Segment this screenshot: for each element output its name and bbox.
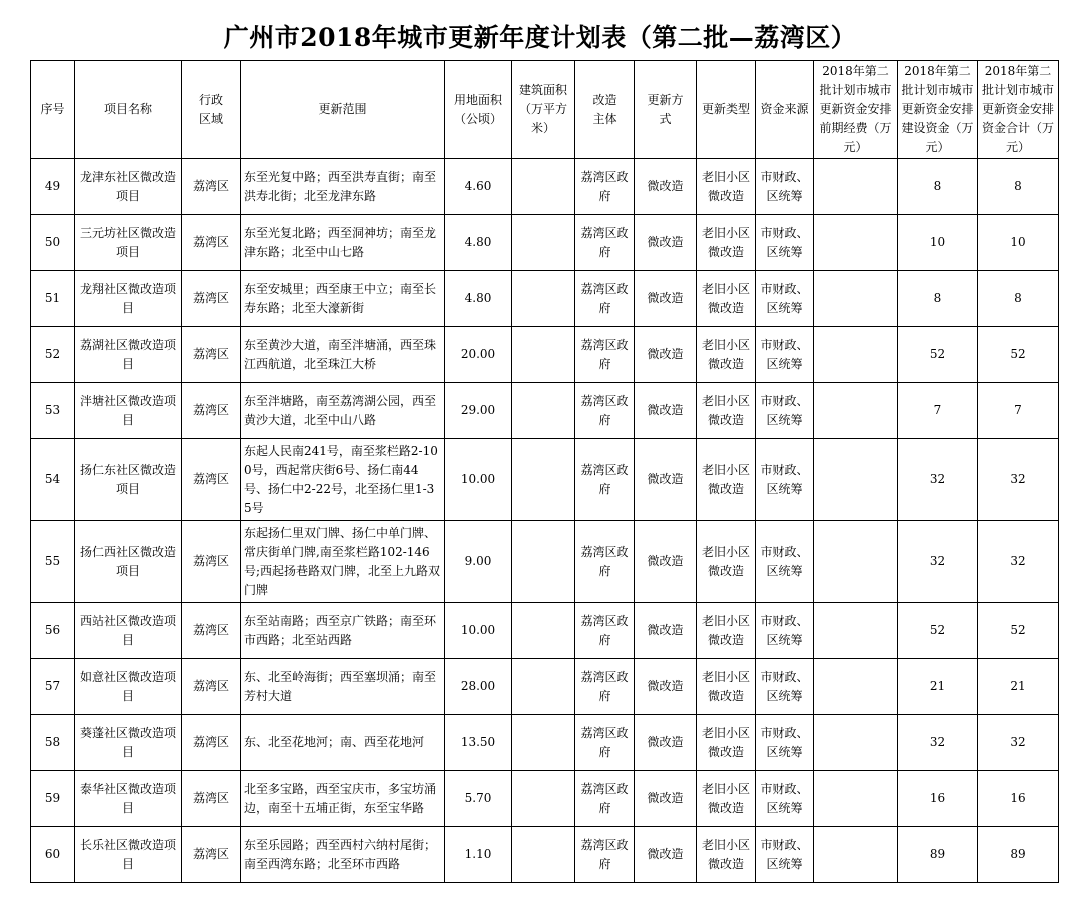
column-header: 更新方式 (635, 61, 697, 159)
table-row (31, 383, 1059, 439)
cell-prelim-funds (814, 159, 898, 215)
table-row (31, 271, 1059, 327)
cell-prelim-funds (814, 521, 898, 603)
cell-total-funds: 10 (978, 215, 1059, 271)
cell-land-area: 10.00 (445, 603, 512, 659)
table-row (31, 827, 1059, 883)
cell-construction-funds: 8 (898, 159, 978, 215)
cell-prelim-funds (814, 771, 898, 827)
cell-no: 55 (31, 521, 75, 603)
cell-project-name: 三元坊社区微改造项目 (75, 215, 182, 271)
cell-funding: 市财政、区统筹 (756, 383, 814, 439)
cell-scope: 东至光复北路；西至洞神坊；南至龙津东路；北至中山七路 (241, 215, 445, 271)
cell-land-area: 4.60 (445, 159, 512, 215)
cell-funding: 市财政、区统筹 (756, 659, 814, 715)
cell-land-area: 10.00 (445, 439, 512, 521)
cell-land-area: 4.80 (445, 215, 512, 271)
cell-land-area: 5.70 (445, 771, 512, 827)
cell-funding: 市财政、区统筹 (756, 715, 814, 771)
cell-method: 微改造 (635, 715, 697, 771)
cell-subject: 荔湾区政府 (575, 521, 635, 603)
cell-method: 微改造 (635, 603, 697, 659)
cell-type: 老旧小区微改造 (697, 659, 756, 715)
cell-type: 老旧小区微改造 (697, 327, 756, 383)
table-body (31, 159, 1059, 883)
cell-district: 荔湾区 (182, 383, 241, 439)
cell-no: 57 (31, 659, 75, 715)
cell-scope: 东、北至岭海街；西至塞坝涌；南至芳村大道 (241, 659, 445, 715)
cell-district: 荔湾区 (182, 159, 241, 215)
column-header: 用地面积（公顷） (445, 61, 512, 159)
cell-building-area (512, 659, 575, 715)
column-header: 建筑面积（万平方米） (512, 61, 575, 159)
cell-project-name: 泰华社区微改造项目 (75, 771, 182, 827)
cell-method: 微改造 (635, 383, 697, 439)
cell-district: 荔湾区 (182, 771, 241, 827)
cell-district: 荔湾区 (182, 659, 241, 715)
cell-funding: 市财政、区统筹 (756, 159, 814, 215)
cell-project-name: 长乐社区微改造项目 (75, 827, 182, 883)
table-row (31, 603, 1059, 659)
cell-project-name: 扬仁西社区微改造项目 (75, 521, 182, 603)
cell-total-funds: 16 (978, 771, 1059, 827)
cell-project-name: 泮塘社区微改造项目 (75, 383, 182, 439)
cell-prelim-funds (814, 827, 898, 883)
cell-subject: 荔湾区政府 (575, 659, 635, 715)
cell-method: 微改造 (635, 521, 697, 603)
cell-project-name: 龙翔社区微改造项目 (75, 271, 182, 327)
cell-construction-funds: 10 (898, 215, 978, 271)
cell-method: 微改造 (635, 659, 697, 715)
cell-land-area: 9.00 (445, 521, 512, 603)
table-row (31, 771, 1059, 827)
cell-total-funds: 8 (978, 271, 1059, 327)
cell-no: 53 (31, 383, 75, 439)
cell-type: 老旧小区微改造 (697, 827, 756, 883)
cell-prelim-funds (814, 439, 898, 521)
cell-funding: 市财政、区统筹 (756, 827, 814, 883)
column-header: 更新类型 (697, 61, 756, 159)
table-row (31, 215, 1059, 271)
cell-no: 60 (31, 827, 75, 883)
column-header: 更新范围 (241, 61, 445, 159)
cell-land-area: 29.00 (445, 383, 512, 439)
cell-subject: 荔湾区政府 (575, 383, 635, 439)
cell-total-funds: 8 (978, 159, 1059, 215)
cell-construction-funds: 32 (898, 521, 978, 603)
cell-prelim-funds (814, 715, 898, 771)
cell-method: 微改造 (635, 439, 697, 521)
cell-total-funds: 7 (978, 383, 1059, 439)
cell-construction-funds: 89 (898, 827, 978, 883)
cell-construction-funds: 21 (898, 659, 978, 715)
cell-project-name: 葵蓬社区微改造项目 (75, 715, 182, 771)
cell-building-area (512, 215, 575, 271)
cell-land-area: 28.00 (445, 659, 512, 715)
cell-district: 荔湾区 (182, 603, 241, 659)
cell-scope: 北至多宝路，西至宝庆市，多宝坊涌边，南至十五埔正街，东至宝华路 (241, 771, 445, 827)
cell-funding: 市财政、区统筹 (756, 771, 814, 827)
cell-subject: 荔湾区政府 (575, 271, 635, 327)
cell-scope: 东至乐园路；西至西村六纳村尾街；南至西湾东路；北至环市西路 (241, 827, 445, 883)
cell-scope: 东至泮塘路，南至荔湾湖公园，西至黄沙大道，北至中山八路 (241, 383, 445, 439)
table-row (31, 327, 1059, 383)
cell-no: 54 (31, 439, 75, 521)
column-header: 资金来源 (756, 61, 814, 159)
cell-project-name: 西站社区微改造项目 (75, 603, 182, 659)
cell-land-area: 13.50 (445, 715, 512, 771)
column-header: 2018年第二批计划市城市更新资金安排建设资金（万元） (898, 61, 978, 159)
cell-project-name: 龙津东社区微改造项目 (75, 159, 182, 215)
cell-subject: 荔湾区政府 (575, 827, 635, 883)
cell-district: 荔湾区 (182, 439, 241, 521)
cell-construction-funds: 16 (898, 771, 978, 827)
cell-land-area: 1.10 (445, 827, 512, 883)
cell-no: 52 (31, 327, 75, 383)
cell-district: 荔湾区 (182, 327, 241, 383)
cell-funding: 市财政、区统筹 (756, 215, 814, 271)
cell-type: 老旧小区微改造 (697, 159, 756, 215)
cell-total-funds: 32 (978, 715, 1059, 771)
cell-no: 51 (31, 271, 75, 327)
cell-no: 58 (31, 715, 75, 771)
cell-type: 老旧小区微改造 (697, 715, 756, 771)
cell-building-area (512, 521, 575, 603)
cell-funding: 市财政、区统筹 (756, 327, 814, 383)
cell-district: 荔湾区 (182, 215, 241, 271)
cell-construction-funds: 7 (898, 383, 978, 439)
cell-construction-funds: 8 (898, 271, 978, 327)
cell-project-name: 荔湖社区微改造项目 (75, 327, 182, 383)
column-header: 2018年第二批计划市城市更新资金安排前期经费（万元） (814, 61, 898, 159)
cell-funding: 市财政、区统筹 (756, 439, 814, 521)
cell-no: 59 (31, 771, 75, 827)
cell-no: 50 (31, 215, 75, 271)
cell-total-funds: 32 (978, 439, 1059, 521)
cell-scope: 东至安城里；西至康王中立；南至长寿东路；北至大濠新街 (241, 271, 445, 327)
cell-project-name: 扬仁东社区微改造项目 (75, 439, 182, 521)
cell-subject: 荔湾区政府 (575, 603, 635, 659)
table-row (31, 659, 1059, 715)
cell-total-funds: 89 (978, 827, 1059, 883)
cell-method: 微改造 (635, 771, 697, 827)
cell-land-area: 20.00 (445, 327, 512, 383)
cell-building-area (512, 439, 575, 521)
cell-building-area (512, 327, 575, 383)
column-header: 2018年第二批计划市城市更新资金安排资金合计（万元） (978, 61, 1059, 159)
cell-type: 老旧小区微改造 (697, 521, 756, 603)
cell-type: 老旧小区微改造 (697, 603, 756, 659)
cell-scope: 东起扬仁里双门牌、扬仁中单门牌、常庆街单门牌,南至浆栏路102-146号;西起扬巷路双门牌，北至上九路双门牌 (241, 521, 445, 603)
table-row (31, 439, 1059, 521)
cell-building-area (512, 715, 575, 771)
cell-total-funds: 52 (978, 603, 1059, 659)
cell-funding: 市财政、区统筹 (756, 521, 814, 603)
cell-prelim-funds (814, 603, 898, 659)
column-header: 行政区域 (182, 61, 241, 159)
column-header: 改造主体 (575, 61, 635, 159)
cell-scope: 东起人民南241号，南至浆栏路2-100号，西起常庆街6号、扬仁南44号、扬仁中2-22号，北至扬仁里1-35号 (241, 439, 445, 521)
table-header-row (31, 61, 1059, 159)
cell-subject: 荔湾区政府 (575, 215, 635, 271)
plan-table (30, 60, 1059, 883)
cell-construction-funds: 52 (898, 327, 978, 383)
column-header: 项目名称 (75, 61, 182, 159)
table-row (31, 715, 1059, 771)
column-header: 序号 (31, 61, 75, 159)
cell-subject: 荔湾区政府 (575, 771, 635, 827)
cell-type: 老旧小区微改造 (697, 271, 756, 327)
cell-scope: 东至黄沙大道，南至泮塘涌，西至珠江西航道，北至珠江大桥 (241, 327, 445, 383)
cell-land-area: 4.80 (445, 271, 512, 327)
cell-district: 荔湾区 (182, 827, 241, 883)
cell-building-area (512, 271, 575, 327)
cell-prelim-funds (814, 271, 898, 327)
cell-total-funds: 32 (978, 521, 1059, 603)
cell-method: 微改造 (635, 827, 697, 883)
cell-district: 荔湾区 (182, 715, 241, 771)
cell-no: 56 (31, 603, 75, 659)
cell-method: 微改造 (635, 271, 697, 327)
cell-no: 49 (31, 159, 75, 215)
cell-type: 老旧小区微改造 (697, 215, 756, 271)
cell-subject: 荔湾区政府 (575, 439, 635, 521)
cell-prelim-funds (814, 215, 898, 271)
cell-total-funds: 52 (978, 327, 1059, 383)
cell-method: 微改造 (635, 159, 697, 215)
cell-scope: 东至站南路；西至京广铁路；南至环市西路；北至站西路 (241, 603, 445, 659)
cell-district: 荔湾区 (182, 271, 241, 327)
cell-funding: 市财政、区统筹 (756, 603, 814, 659)
cell-construction-funds: 52 (898, 603, 978, 659)
cell-type: 老旧小区微改造 (697, 771, 756, 827)
cell-building-area (512, 159, 575, 215)
cell-building-area (512, 383, 575, 439)
table-row (31, 159, 1059, 215)
document-title: 广州市2018年城市更新年度计划表（第二批—荔湾区） (223, 23, 857, 52)
cell-prelim-funds (814, 327, 898, 383)
cell-type: 老旧小区微改造 (697, 383, 756, 439)
cell-construction-funds: 32 (898, 439, 978, 521)
cell-scope: 东、北至花地河；南、西至花地河 (241, 715, 445, 771)
cell-subject: 荔湾区政府 (575, 159, 635, 215)
cell-subject: 荔湾区政府 (575, 715, 635, 771)
cell-subject: 荔湾区政府 (575, 327, 635, 383)
table-row (31, 521, 1059, 603)
cell-funding: 市财政、区统筹 (756, 271, 814, 327)
cell-project-name: 如意社区微改造项目 (75, 659, 182, 715)
cell-total-funds: 21 (978, 659, 1059, 715)
cell-prelim-funds (814, 383, 898, 439)
cell-building-area (512, 603, 575, 659)
cell-scope: 东至光复中路；西至洪寿直街；南至洪寿北街；北至龙津东路 (241, 159, 445, 215)
cell-district: 荔湾区 (182, 521, 241, 603)
cell-building-area (512, 771, 575, 827)
cell-construction-funds: 32 (898, 715, 978, 771)
cell-method: 微改造 (635, 215, 697, 271)
cell-building-area (512, 827, 575, 883)
cell-method: 微改造 (635, 327, 697, 383)
cell-prelim-funds (814, 659, 898, 715)
cell-type: 老旧小区微改造 (697, 439, 756, 521)
